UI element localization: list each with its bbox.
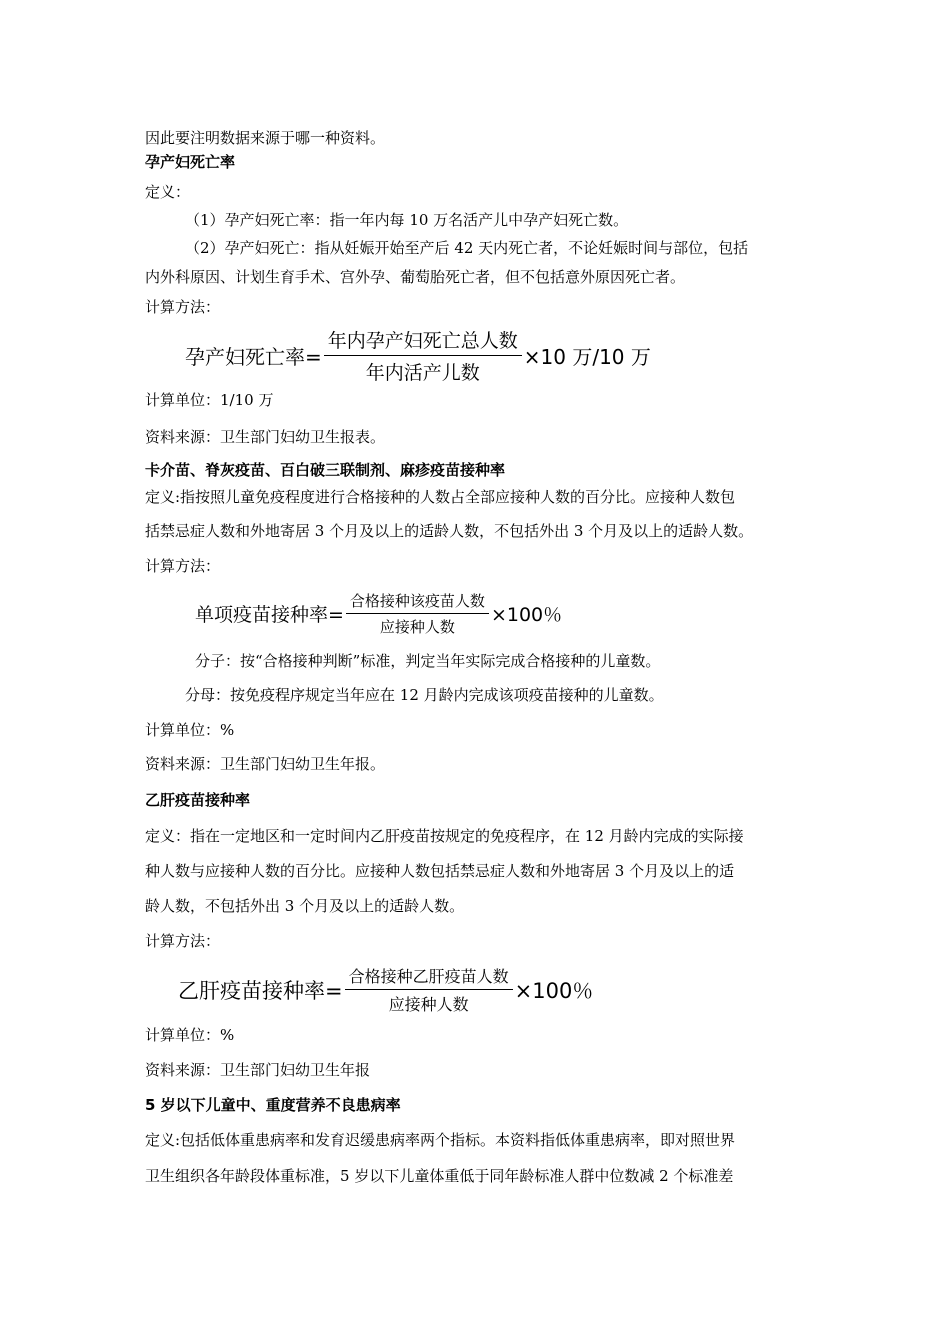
text-line: 分子：按“合格接种判断”标准，判定当年实际完成合格接种的儿童数。 xyxy=(195,652,661,670)
text-line: 计算单位：1/10 万 xyxy=(145,391,274,409)
formula-fraction xyxy=(324,326,522,385)
formula-denominator: 应接种人数 xyxy=(388,995,469,1014)
text-line: 计算方法： xyxy=(145,557,221,575)
text-line: 资料来源：卫生部门妇幼卫生报表。 xyxy=(145,428,386,446)
formula-lhs: 单项疫苗接种率= xyxy=(195,604,344,626)
text-line: 括禁忌症人数和外地寄居 3 个月及以上的适龄人数，不包括外出 3 个月及以上的适龄人数。 xyxy=(145,522,754,540)
formula-numerator: 年内孕产妇死亡总人数 xyxy=(324,326,522,356)
text-line: 定义： xyxy=(145,183,191,201)
text-line: 计算方法： xyxy=(145,298,221,316)
text-line: 内外科原因、计划生育手术、宫外孕、葡萄胎死亡者，但不包括意外原因死亡者。 xyxy=(145,268,686,286)
text-line: 计算方法： xyxy=(145,932,221,950)
formula-fraction xyxy=(345,964,513,1015)
hepb-rate-formula xyxy=(178,964,593,1015)
text-line: （1）孕产妇死亡率：指一年内每 10 万名活产儿中孕产妇死亡数。 xyxy=(185,211,629,229)
maternal-mortality-formula xyxy=(185,326,651,385)
text-line: 计算单位：% xyxy=(145,721,235,739)
formula-rhs: ×10 万/10 万 xyxy=(523,345,651,369)
formula-rhs: ×100％ xyxy=(490,604,563,626)
text-line: 卫生组织各年龄段体重标准，5 岁以下儿童体重低于同年龄标准人群中位数减 2 个标准差 xyxy=(145,1167,734,1185)
text-line: （2）孕产妇死亡：指从妊娠开始至产后 42 天内死亡者，不论妊娠时间与部位，包括 xyxy=(185,239,749,257)
formula-lhs: 孕产妇死亡率= xyxy=(185,345,322,369)
formula-fraction xyxy=(346,590,489,637)
formula-rhs: ×100％ xyxy=(514,978,594,1003)
formula-numerator: 合格接种该疫苗人数 xyxy=(346,590,489,614)
text-line: 资料来源：卫生部门妇幼卫生年报。 xyxy=(145,755,386,773)
text-line: 定义:包括低体重患病率和发育迟缓患病率两个指标。本资料指低体重患病率，即对照世界 xyxy=(145,1131,736,1149)
text-line: 分母：按免疫程序规定当年应在 12 月龄内完成该项疫苗接种的儿童数。 xyxy=(185,686,664,704)
section-heading-maternal-mortality: 孕产妇死亡率 xyxy=(145,153,236,171)
text-line: 计算单位：% xyxy=(145,1026,235,1044)
text-line: 因此要注明数据来源于哪一种资料。 xyxy=(145,129,386,147)
text-line: 定义:指按照儿童免疫程度进行合格接种的人数占全部应接种人数的百分比。应接种人数包 xyxy=(145,488,736,506)
section-heading-hepb-rate: 乙肝疫苗接种率 xyxy=(145,791,251,809)
formula-numerator: 合格接种乙肝疫苗人数 xyxy=(345,964,513,990)
text-line: 定义：指在一定地区和一定时间内乙肝疫苗按规定的免疫程序，在 12 月龄内完成的实际接 xyxy=(145,827,744,845)
text-line: 种人数与应接种人数的百分比。应接种人数包括禁忌症人数和外地寄居 3 个月及以上的适 xyxy=(145,862,735,880)
text-line: 资料来源：卫生部门妇幼卫生年报 xyxy=(145,1061,371,1079)
formula-lhs: 乙肝疫苗接种率= xyxy=(178,978,343,1003)
vaccine-rate-formula xyxy=(195,590,562,637)
section-heading-malnutrition-rate: 5 岁以下儿童中、重度营养不良患病率 xyxy=(145,1096,401,1114)
formula-denominator: 年内活产儿数 xyxy=(365,362,480,384)
section-heading-vaccine-rate: 卡介苗、脊灰疫苗、百白破三联制剂、麻疹疫苗接种率 xyxy=(145,461,506,479)
formula-denominator: 应接种人数 xyxy=(379,618,455,636)
text-line: 龄人数，不包括外出 3 个月及以上的适龄人数。 xyxy=(145,897,465,915)
